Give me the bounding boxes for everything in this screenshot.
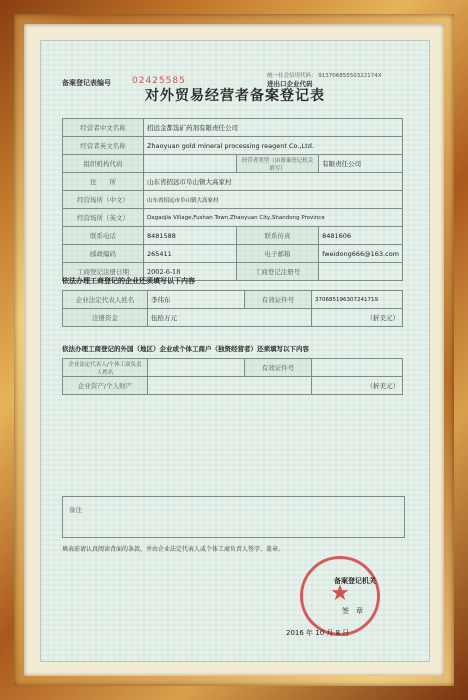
- reg-date-value: 2002-6-18: [143, 263, 236, 281]
- site-cn-value: 山东省招远市阜山镇大高家村: [143, 191, 402, 209]
- table-row: [63, 309, 403, 327]
- en-name-value: Zhaoyuan gold mineral processing reagent Co.,Ltd.: [143, 137, 402, 155]
- zip-label: 邮政编码: [63, 245, 144, 263]
- cn-name-label: 经营者中文名称: [63, 119, 144, 137]
- type-value: 有限责任公司: [319, 155, 403, 173]
- assets-unit: （折美元）: [312, 377, 403, 395]
- assets-label: 企业资产/个人财产: [63, 377, 148, 395]
- site-en-label: 经营场所（英文）: [63, 209, 144, 227]
- capital-unit: （折美元）: [312, 309, 403, 327]
- section2-title: 依法办理工商登记的外国（地区）企业或个体工商户（独资经营者）还须填写以下内容: [62, 345, 309, 353]
- seal-authority-label: 备案登记机关: [334, 577, 376, 585]
- cert-label: 有效证件号: [245, 291, 312, 309]
- cert-value: 370685196307241719: [312, 291, 403, 309]
- table-row: [63, 173, 403, 191]
- zip-value: 265411: [143, 245, 236, 263]
- notes-label: 备注: [69, 506, 82, 514]
- email-label: 电子邮箱: [236, 245, 318, 263]
- document-title: 对外贸易经营者备案登记表: [145, 88, 325, 104]
- credit-code-value: 91370685550322174X: [318, 73, 382, 79]
- address-label: 住 所: [63, 173, 144, 191]
- seal-star-icon: ★: [330, 581, 350, 606]
- table-row: [63, 137, 403, 155]
- reg-no-value: [319, 263, 403, 281]
- section1-table: [62, 290, 403, 327]
- reg-number: 02425585: [132, 76, 186, 86]
- import-export-code-label: 进出口企业代码: [267, 80, 313, 88]
- email-value: fweidong666@163.com: [319, 245, 403, 263]
- fax-label: 联系传真: [236, 227, 318, 245]
- table-row: [63, 227, 403, 245]
- issue-date: 2016 年 10 月 8 日: [286, 629, 350, 637]
- table-row: [63, 155, 403, 173]
- section2-table: [62, 358, 403, 395]
- red-official-seal: [300, 556, 380, 636]
- capital-label: 注册资金: [63, 309, 148, 327]
- table-row: [63, 359, 403, 377]
- type-label: 经营者类型（由备案登记机关填写）: [236, 155, 318, 173]
- phone-label: 联系电话: [63, 227, 144, 245]
- address-value: 山东省招远市阜山镇大高家村: [143, 173, 402, 191]
- table-row: [63, 119, 403, 137]
- org-code-value: [143, 155, 236, 173]
- table-row: [63, 245, 403, 263]
- reg-no-label: 工商登记注册号: [236, 263, 318, 281]
- registration-form-table: [62, 118, 403, 281]
- section1-title: 依法办理工商登记的企业还须填写以下内容: [62, 277, 195, 285]
- site-en-value: Dagaojia Village,Fushan Town,Zhaoyuan City,Shandong Province: [143, 209, 402, 227]
- registration-row: [62, 72, 407, 94]
- site-cn-label: 经营场所（中文）: [63, 191, 144, 209]
- footer-instruction: 填表前请认真阅读背面的条款，并由企业法定代表人或个体工商负责人签字、盖章。: [62, 546, 285, 553]
- table-row: [63, 291, 403, 309]
- cert2-label: 有效证件号: [245, 359, 312, 377]
- legal-rep-label: 企业法定代表人姓名: [63, 291, 148, 309]
- capital-value: 伍拾万元: [148, 309, 312, 327]
- legal-rep-value: 李伟东: [148, 291, 245, 309]
- phone-value: 8481588: [143, 227, 236, 245]
- reg-number-label: 备案登记表编号: [62, 79, 111, 87]
- en-name-label: 经营者英文名称: [63, 137, 144, 155]
- assets-value: [148, 377, 312, 395]
- representative-value: [148, 359, 245, 377]
- cert2-value: [312, 359, 403, 377]
- credit-code-label: 统一社会信用代码：: [267, 73, 317, 79]
- reg-codes: [267, 72, 407, 89]
- notes-box: [62, 496, 405, 538]
- table-row: [63, 209, 403, 227]
- table-row: [63, 377, 403, 395]
- seal-sign-label: 签 章: [342, 607, 363, 615]
- fax-value: 8481606: [319, 227, 403, 245]
- org-code-label: 组织机构代码: [63, 155, 144, 173]
- cn-name-value: 招远金都选矿药剂有限责任公司: [143, 119, 402, 137]
- reg-date-label: 工商登记注册日期: [63, 263, 144, 281]
- representative-label: 企业法定代表人/个体工商负责人姓名: [63, 359, 148, 377]
- table-row: [63, 191, 403, 209]
